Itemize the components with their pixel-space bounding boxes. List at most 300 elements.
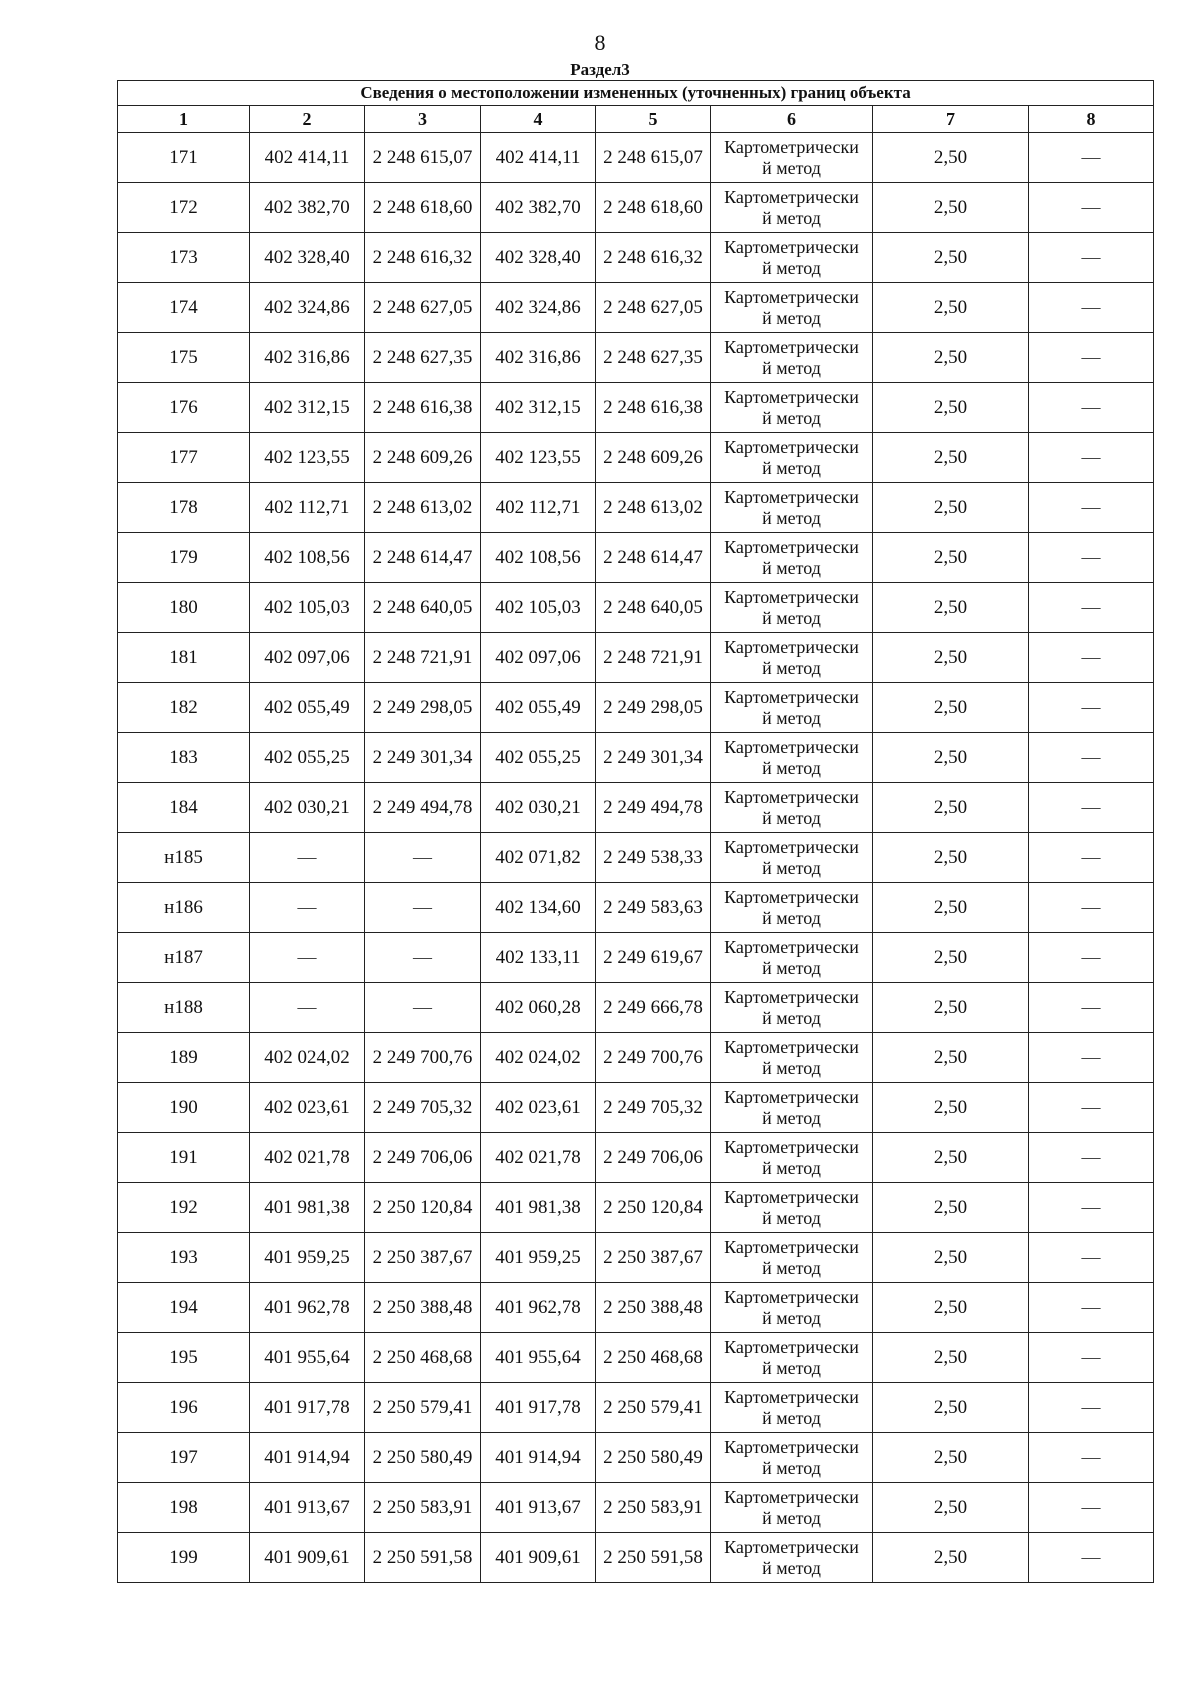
point-name-cell: 199 bbox=[118, 1533, 250, 1583]
table-row bbox=[118, 1183, 1154, 1233]
table-cell: 2,50 bbox=[873, 283, 1029, 333]
table-cell: 2,50 bbox=[873, 1133, 1029, 1183]
table-cell: 401 909,61 bbox=[250, 1533, 365, 1583]
table-cell: 2 249 494,78 bbox=[365, 783, 481, 833]
table-cell: 2 249 619,67 bbox=[596, 933, 711, 983]
table-row bbox=[118, 1433, 1154, 1483]
method-line-1: Картометрически bbox=[724, 486, 859, 507]
table-cell: 402 060,28 bbox=[481, 983, 596, 1033]
table-row bbox=[118, 733, 1154, 783]
table-cell: 2 248 640,05 bbox=[596, 583, 711, 633]
table-row bbox=[118, 183, 1154, 233]
table-cell: 402 312,15 bbox=[481, 383, 596, 433]
table-row bbox=[118, 383, 1154, 433]
table-row bbox=[118, 433, 1154, 483]
point-name-cell: 193 bbox=[118, 1233, 250, 1283]
method-line-2: й метод bbox=[762, 1457, 821, 1478]
table-row bbox=[118, 783, 1154, 833]
method-line-1: Картометрически bbox=[724, 736, 859, 757]
method-cell bbox=[711, 733, 873, 783]
table-cell: 402 112,71 bbox=[250, 483, 365, 533]
table-cell: — bbox=[1029, 483, 1154, 533]
method-line-2: й метод bbox=[762, 157, 821, 178]
point-name-cell: 182 bbox=[118, 683, 250, 733]
table-body bbox=[118, 133, 1154, 1583]
method-line-1: Картометрически bbox=[724, 786, 859, 807]
method-line-1: Картометрически bbox=[724, 386, 859, 407]
table-cell: 402 133,11 bbox=[481, 933, 596, 983]
table-cell: 2 248 640,05 bbox=[365, 583, 481, 633]
table-row bbox=[118, 1033, 1154, 1083]
table-cell: 2,50 bbox=[873, 583, 1029, 633]
column-number-3: 3 bbox=[365, 106, 481, 133]
method-line-2: й метод bbox=[762, 1307, 821, 1328]
table-cell: 2,50 bbox=[873, 1383, 1029, 1433]
column-number-5: 5 bbox=[596, 106, 711, 133]
method-cell bbox=[711, 833, 873, 883]
point-name-cell: 191 bbox=[118, 1133, 250, 1183]
method-line-2: й метод bbox=[762, 757, 821, 778]
table-cell: 402 097,06 bbox=[250, 633, 365, 683]
table-cell: 402 055,25 bbox=[250, 733, 365, 783]
table-row bbox=[118, 283, 1154, 333]
method-line-1: Картометрически bbox=[724, 436, 859, 457]
method-cell bbox=[711, 1433, 873, 1483]
method-line-2: й метод bbox=[762, 707, 821, 728]
table-cell: 402 023,61 bbox=[250, 1083, 365, 1133]
table-cell: 2,50 bbox=[873, 483, 1029, 533]
table-cell: 2 250 583,91 bbox=[365, 1483, 481, 1533]
point-name-cell: 173 bbox=[118, 233, 250, 283]
table-row bbox=[118, 1383, 1154, 1433]
method-line-1: Картометрически bbox=[724, 1086, 859, 1107]
table-row bbox=[118, 133, 1154, 183]
table-cell: 2 249 700,76 bbox=[365, 1033, 481, 1083]
table-cell: 2 249 700,76 bbox=[596, 1033, 711, 1083]
table-cell: 402 021,78 bbox=[250, 1133, 365, 1183]
method-cell bbox=[711, 483, 873, 533]
method-line-1: Картометрически bbox=[724, 1136, 859, 1157]
table-cell: — bbox=[1029, 1283, 1154, 1333]
table-cell: 2,50 bbox=[873, 1483, 1029, 1533]
table-cell: — bbox=[1029, 633, 1154, 683]
point-name-cell: 175 bbox=[118, 333, 250, 383]
table-cell: — bbox=[1029, 833, 1154, 883]
table-cell: 2,50 bbox=[873, 1433, 1029, 1483]
table-cell: 402 316,86 bbox=[250, 333, 365, 383]
method-cell bbox=[711, 233, 873, 283]
table-cell: 2,50 bbox=[873, 1533, 1029, 1583]
table-cell: 401 914,94 bbox=[481, 1433, 596, 1483]
method-cell bbox=[711, 1283, 873, 1333]
point-name-cell: н188 bbox=[118, 983, 250, 1033]
table-cell: 402 108,56 bbox=[250, 533, 365, 583]
table-cell: — bbox=[1029, 1433, 1154, 1483]
table-cell: 402 105,03 bbox=[250, 583, 365, 633]
table-cell: 401 917,78 bbox=[250, 1383, 365, 1433]
table-cell: 2,50 bbox=[873, 233, 1029, 283]
table-cell: 401 955,64 bbox=[481, 1333, 596, 1383]
method-cell bbox=[711, 1233, 873, 1283]
table-cell: 401 913,67 bbox=[481, 1483, 596, 1533]
table-cell: 2 250 591,58 bbox=[365, 1533, 481, 1583]
table-cell: 2,50 bbox=[873, 883, 1029, 933]
table-cell: — bbox=[250, 983, 365, 1033]
method-cell bbox=[711, 1083, 873, 1133]
method-line-2: й метод bbox=[762, 1157, 821, 1178]
table-cell: 2 248 613,02 bbox=[365, 483, 481, 533]
table-cell: 402 105,03 bbox=[481, 583, 596, 633]
table-cell: 2 249 301,34 bbox=[596, 733, 711, 783]
table-cell: 2,50 bbox=[873, 1333, 1029, 1383]
table-row bbox=[118, 583, 1154, 633]
method-cell bbox=[711, 1483, 873, 1533]
table-cell: 2,50 bbox=[873, 333, 1029, 383]
table-cell: — bbox=[1029, 1383, 1154, 1433]
table-cell: 401 959,25 bbox=[481, 1233, 596, 1283]
table-cell: 2 248 616,38 bbox=[596, 383, 711, 433]
point-name-cell: н185 bbox=[118, 833, 250, 883]
method-cell bbox=[711, 183, 873, 233]
method-line-1: Картометрически bbox=[724, 1386, 859, 1407]
point-name-cell: 177 bbox=[118, 433, 250, 483]
table-cell: — bbox=[1029, 333, 1154, 383]
point-name-cell: 176 bbox=[118, 383, 250, 433]
table-cell: 401 981,38 bbox=[250, 1183, 365, 1233]
table-cell: 2 248 721,91 bbox=[365, 633, 481, 683]
table-cell: 402 414,11 bbox=[481, 133, 596, 183]
method-line-2: й метод bbox=[762, 1557, 821, 1578]
point-name-cell: 189 bbox=[118, 1033, 250, 1083]
method-line-2: й метод bbox=[762, 557, 821, 578]
method-line-1: Картометрически bbox=[724, 886, 859, 907]
table-row bbox=[118, 1483, 1154, 1533]
table-cell: 401 962,78 bbox=[481, 1283, 596, 1333]
table-row bbox=[118, 483, 1154, 533]
column-number-1: 1 bbox=[118, 106, 250, 133]
table-cell: 2 248 616,32 bbox=[596, 233, 711, 283]
table-row bbox=[118, 933, 1154, 983]
table-cell: — bbox=[1029, 583, 1154, 633]
table-cell: 402 324,86 bbox=[481, 283, 596, 333]
table-cell: 402 316,86 bbox=[481, 333, 596, 383]
table-cell: 2,50 bbox=[873, 433, 1029, 483]
table-cell: 402 055,49 bbox=[481, 683, 596, 733]
table-cell: 402 108,56 bbox=[481, 533, 596, 583]
table-cell: 401 959,25 bbox=[250, 1233, 365, 1283]
table-cell: 2 248 613,02 bbox=[596, 483, 711, 533]
method-line-1: Картометрически bbox=[724, 1286, 859, 1307]
table-row bbox=[118, 1533, 1154, 1583]
table-cell: — bbox=[1029, 1083, 1154, 1133]
table-cell: 2,50 bbox=[873, 1083, 1029, 1133]
point-name-cell: 179 bbox=[118, 533, 250, 583]
method-line-1: Картометрически bbox=[724, 286, 859, 307]
method-line-2: й метод bbox=[762, 607, 821, 628]
method-line-1: Картометрически bbox=[724, 986, 859, 1007]
method-cell bbox=[711, 983, 873, 1033]
section-title: Раздел3 bbox=[570, 60, 630, 79]
table-cell: — bbox=[250, 933, 365, 983]
table-cell: 2,50 bbox=[873, 1233, 1029, 1283]
method-cell bbox=[711, 1333, 873, 1383]
table-cell: 402 030,21 bbox=[481, 783, 596, 833]
table-cell: 2,50 bbox=[873, 733, 1029, 783]
method-line-2: й метод bbox=[762, 657, 821, 678]
table-cell: 2 250 468,68 bbox=[365, 1333, 481, 1383]
table-cell: 2,50 bbox=[873, 1033, 1029, 1083]
method-line-2: й метод bbox=[762, 457, 821, 478]
method-line-2: й метод bbox=[762, 257, 821, 278]
method-cell bbox=[711, 1033, 873, 1083]
point-name-cell: 194 bbox=[118, 1283, 250, 1333]
column-number-7: 7 bbox=[873, 106, 1029, 133]
table-cell: 2 248 616,38 bbox=[365, 383, 481, 433]
point-name-cell: 181 bbox=[118, 633, 250, 683]
column-number-6: 6 bbox=[711, 106, 873, 133]
method-line-1: Картометрически bbox=[724, 336, 859, 357]
table-row bbox=[118, 233, 1154, 283]
method-cell bbox=[711, 933, 873, 983]
method-line-1: Картометрически bbox=[724, 136, 859, 157]
table-cell: 2 249 705,32 bbox=[596, 1083, 711, 1133]
table-caption: Сведения о местоположении измененных (уточненных) границ объекта bbox=[118, 81, 1154, 106]
method-line-1: Картометрически bbox=[724, 686, 859, 707]
point-name-cell: 184 bbox=[118, 783, 250, 833]
table-cell: 2 250 468,68 bbox=[596, 1333, 711, 1383]
table-cell: 2 249 666,78 bbox=[596, 983, 711, 1033]
table-cell: 2,50 bbox=[873, 833, 1029, 883]
table-cell: 402 123,55 bbox=[481, 433, 596, 483]
column-number-2: 2 bbox=[250, 106, 365, 133]
method-line-2: й метод bbox=[762, 957, 821, 978]
table-cell: 2 248 618,60 bbox=[365, 183, 481, 233]
method-line-1: Картометрически bbox=[724, 1036, 859, 1057]
table-cell: 2 250 583,91 bbox=[596, 1483, 711, 1533]
table-cell: — bbox=[250, 833, 365, 883]
table-cell: 2 250 579,41 bbox=[365, 1383, 481, 1433]
method-line-2: й метод bbox=[762, 1057, 821, 1078]
column-number-8: 8 bbox=[1029, 106, 1154, 133]
method-cell bbox=[711, 1183, 873, 1233]
table-cell: 2 250 580,49 bbox=[596, 1433, 711, 1483]
method-cell bbox=[711, 683, 873, 733]
point-name-cell: 174 bbox=[118, 283, 250, 333]
table-cell: 2 248 615,07 bbox=[596, 133, 711, 183]
method-line-2: й метод bbox=[762, 1107, 821, 1128]
method-line-2: й метод bbox=[762, 807, 821, 828]
method-line-2: й метод bbox=[762, 857, 821, 878]
table-cell: 2 248 618,60 bbox=[596, 183, 711, 233]
method-line-2: й метод bbox=[762, 1357, 821, 1378]
method-cell bbox=[711, 283, 873, 333]
method-cell bbox=[711, 533, 873, 583]
method-line-1: Картометрически bbox=[724, 186, 859, 207]
point-name-cell: 195 bbox=[118, 1333, 250, 1383]
table-cell: — bbox=[1029, 1133, 1154, 1183]
table-cell: 2 248 614,47 bbox=[596, 533, 711, 583]
table-cell: — bbox=[1029, 933, 1154, 983]
point-name-cell: 180 bbox=[118, 583, 250, 633]
table-cell: 2 250 388,48 bbox=[596, 1283, 711, 1333]
point-name-cell: н186 bbox=[118, 883, 250, 933]
method-cell bbox=[711, 333, 873, 383]
table-cell: 2 249 706,06 bbox=[365, 1133, 481, 1183]
table-cell: 2,50 bbox=[873, 183, 1029, 233]
table-cell: 2 248 627,35 bbox=[365, 333, 481, 383]
table-cell: — bbox=[1029, 1533, 1154, 1583]
table-cell: — bbox=[1029, 433, 1154, 483]
table-row bbox=[118, 833, 1154, 883]
table-cell: 2 248 614,47 bbox=[365, 533, 481, 583]
table-cell: 2 250 388,48 bbox=[365, 1283, 481, 1333]
method-line-1: Картометрически bbox=[724, 636, 859, 657]
method-cell bbox=[711, 1533, 873, 1583]
table-cell: 402 021,78 bbox=[481, 1133, 596, 1183]
boundary-coordinates-table bbox=[117, 80, 1154, 1583]
table-cell: 402 071,82 bbox=[481, 833, 596, 883]
table-cell: — bbox=[1029, 783, 1154, 833]
table-cell: 2,50 bbox=[873, 933, 1029, 983]
method-line-2: й метод bbox=[762, 1007, 821, 1028]
table-row bbox=[118, 333, 1154, 383]
method-line-2: й метод bbox=[762, 1507, 821, 1528]
table-cell: 402 097,06 bbox=[481, 633, 596, 683]
table-cell: 2,50 bbox=[873, 133, 1029, 183]
point-name-cell: 178 bbox=[118, 483, 250, 533]
table-cell: 402 414,11 bbox=[250, 133, 365, 183]
table-cell: 402 055,25 bbox=[481, 733, 596, 783]
table-cell: 2 249 583,63 bbox=[596, 883, 711, 933]
table-cell: 402 328,40 bbox=[250, 233, 365, 283]
table-row bbox=[118, 883, 1154, 933]
method-cell bbox=[711, 383, 873, 433]
table-cell: 2,50 bbox=[873, 983, 1029, 1033]
table-cell: 401 913,67 bbox=[250, 1483, 365, 1533]
method-line-2: й метод bbox=[762, 1407, 821, 1428]
point-name-cell: 190 bbox=[118, 1083, 250, 1133]
method-line-1: Картометрически bbox=[724, 236, 859, 257]
method-cell bbox=[711, 1133, 873, 1183]
table-cell: 2,50 bbox=[873, 533, 1029, 583]
table-cell: — bbox=[1029, 533, 1154, 583]
table-cell: 2,50 bbox=[873, 783, 1029, 833]
method-line-1: Картометрически bbox=[724, 936, 859, 957]
table-cell: 402 324,86 bbox=[250, 283, 365, 333]
method-cell bbox=[711, 133, 873, 183]
table-cell: — bbox=[1029, 733, 1154, 783]
point-name-cell: 198 bbox=[118, 1483, 250, 1533]
method-line-1: Картометрически bbox=[724, 1436, 859, 1457]
method-line-2: й метод bbox=[762, 907, 821, 928]
method-cell bbox=[711, 1383, 873, 1433]
table-cell: 2 248 627,05 bbox=[365, 283, 481, 333]
table-row bbox=[118, 683, 1154, 733]
table-cell: 401 909,61 bbox=[481, 1533, 596, 1583]
table-cell: 2 250 591,58 bbox=[596, 1533, 711, 1583]
method-line-1: Картометрически bbox=[724, 1536, 859, 1557]
point-name-cell: 197 bbox=[118, 1433, 250, 1483]
table-cell: — bbox=[1029, 383, 1154, 433]
table-row bbox=[118, 1283, 1154, 1333]
table-cell: — bbox=[1029, 1033, 1154, 1083]
table-cell: — bbox=[365, 983, 481, 1033]
table-cell: 2 248 609,26 bbox=[365, 433, 481, 483]
table-cell: — bbox=[365, 833, 481, 883]
table-row bbox=[118, 633, 1154, 683]
method-line-2: й метод bbox=[762, 307, 821, 328]
method-cell bbox=[711, 583, 873, 633]
method-line-1: Картометрически bbox=[724, 836, 859, 857]
table-row bbox=[118, 983, 1154, 1033]
method-line-1: Картометрически bbox=[724, 1336, 859, 1357]
table-cell: — bbox=[1029, 1233, 1154, 1283]
table-cell: — bbox=[1029, 1183, 1154, 1233]
table-cell: 2,50 bbox=[873, 683, 1029, 733]
point-name-cell: 172 bbox=[118, 183, 250, 233]
table-cell: 2,50 bbox=[873, 1283, 1029, 1333]
table-cell: 2 248 721,91 bbox=[596, 633, 711, 683]
table-cell: 401 981,38 bbox=[481, 1183, 596, 1233]
table-cell: — bbox=[1029, 1483, 1154, 1533]
table-cell: 2 248 616,32 bbox=[365, 233, 481, 283]
table-cell: 402 382,70 bbox=[481, 183, 596, 233]
table-cell: 402 112,71 bbox=[481, 483, 596, 533]
point-name-cell: 171 bbox=[118, 133, 250, 183]
table-cell: 2 250 387,67 bbox=[365, 1233, 481, 1283]
method-line-1: Картометрически bbox=[724, 1236, 859, 1257]
table-cell: 2 248 627,35 bbox=[596, 333, 711, 383]
table-cell: — bbox=[365, 933, 481, 983]
method-line-1: Картометрически bbox=[724, 586, 859, 607]
column-numbers-row bbox=[118, 106, 1154, 133]
table-cell: — bbox=[1029, 683, 1154, 733]
table-cell: — bbox=[1029, 133, 1154, 183]
table-cell: — bbox=[1029, 283, 1154, 333]
table-cell: 402 030,21 bbox=[250, 783, 365, 833]
table-row bbox=[118, 1083, 1154, 1133]
table-cell: 402 055,49 bbox=[250, 683, 365, 733]
method-line-1: Картометрически bbox=[724, 536, 859, 557]
table-cell: 402 123,55 bbox=[250, 433, 365, 483]
method-cell bbox=[711, 883, 873, 933]
table-cell: 402 024,02 bbox=[481, 1033, 596, 1083]
table-cell: — bbox=[1029, 1333, 1154, 1383]
table-cell: 2 250 120,84 bbox=[596, 1183, 711, 1233]
table-cell: 2 248 615,07 bbox=[365, 133, 481, 183]
table-cell: 2 250 387,67 bbox=[596, 1233, 711, 1283]
method-line-2: й метод bbox=[762, 1257, 821, 1278]
method-line-2: й метод bbox=[762, 407, 821, 428]
table-cell: 2 248 609,26 bbox=[596, 433, 711, 483]
table-cell: 402 023,61 bbox=[481, 1083, 596, 1133]
point-name-cell: 192 bbox=[118, 1183, 250, 1233]
table-cell: 2 249 298,05 bbox=[596, 683, 711, 733]
table-cell: 402 024,02 bbox=[250, 1033, 365, 1083]
table-cell: 2,50 bbox=[873, 383, 1029, 433]
table-cell: 402 382,70 bbox=[250, 183, 365, 233]
method-line-2: й метод bbox=[762, 1207, 821, 1228]
table-cell: 2,50 bbox=[873, 1183, 1029, 1233]
table-cell: — bbox=[1029, 883, 1154, 933]
method-line-2: й метод bbox=[762, 507, 821, 528]
table-cell: 2 249 706,06 bbox=[596, 1133, 711, 1183]
table-row bbox=[118, 533, 1154, 583]
point-name-cell: 196 bbox=[118, 1383, 250, 1433]
table-cell: 2 249 538,33 bbox=[596, 833, 711, 883]
table-cell: 402 134,60 bbox=[481, 883, 596, 933]
table-cell: 401 962,78 bbox=[250, 1283, 365, 1333]
